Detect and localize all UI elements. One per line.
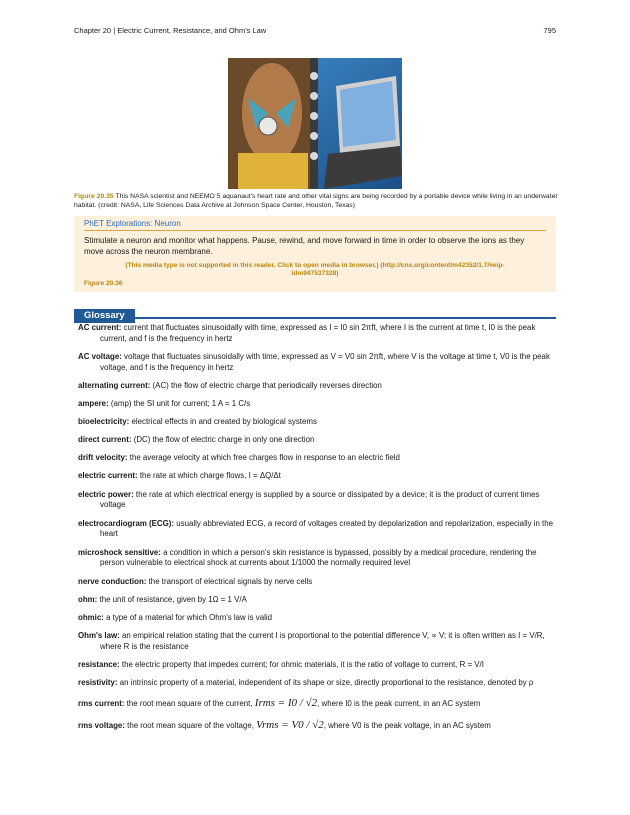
glossary-term: ampere: (78, 399, 109, 409)
glossary-definition: the root mean square of the voltage, (127, 721, 254, 731)
glossary-definition: an intrinsic property of a material, independent of its shape or size, directly proportional to the resistance, denoted by ρ (119, 677, 534, 687)
glossary-definition: electrical effects in and created by biological systems (131, 417, 317, 427)
glossary-definition: the rate at which electrical energy is supplied by a source or dissipated by a device; it is the product of current times voltage (100, 489, 540, 510)
rms-current-formula: Irms = I0 / √2 (254, 697, 318, 710)
glossary-term: AC current: (78, 323, 122, 332)
glossary-definition: usually abbreviated ECG, a record of voltages created by depolarization and repolarization, especially in the heart (100, 518, 554, 539)
glossary-term: rms voltage: (78, 721, 125, 731)
glossary-entry (78, 660, 556, 671)
glossary-term: resistivity: (78, 677, 118, 687)
glossary-entry (78, 323, 556, 345)
glossary-definition: a condition in which a person's skin resistance is bypassed, possibly by a medical procedure, rendering the person vulnerable to electrical shock at currents about 1/1000 the normally required level (100, 547, 537, 568)
glossary-term: nerve conduction: (78, 576, 147, 586)
glossary-entry-rms-voltage (78, 718, 556, 733)
glossary-term: electrocardiogram (ECG): (78, 518, 175, 528)
glossary-entry (78, 678, 556, 689)
glossary-entry (78, 399, 556, 410)
phet-box (74, 216, 556, 292)
glossary-definition: a type of a material for which Ohm's law is valid (106, 612, 273, 622)
glossary-entry (78, 548, 556, 570)
glossary-definition: the electric property that impedes current; for ohmic materials, it is the ratio of voltage to current, R = V/I (121, 659, 484, 669)
glossary-heading-bar (74, 305, 556, 319)
figure-photo (228, 58, 402, 189)
figure-caption (74, 192, 558, 210)
glossary-definition: (amp) the SI unit for current; 1 A = 1 C/s (110, 399, 251, 409)
glossary-term: bioelectricity: (78, 417, 130, 427)
glossary-entry (78, 417, 556, 428)
glossary-entry (78, 490, 556, 512)
glossary-definition: current that fluctuates sinusoidally with time, expressed as I = I0 sin 2πft, where I is the current at time t, I0 is the peak current, and f is the frequency in hertz (100, 323, 536, 343)
glossary-entry (78, 519, 556, 541)
page-header (74, 26, 556, 35)
glossary-term: alternating current: (78, 381, 151, 390)
glossary-term: ohmic: (78, 612, 104, 622)
glossary-definition: the average velocity at which free charges flow in response to an electric field (129, 453, 400, 463)
glossary-term: direct current: (78, 435, 132, 445)
glossary-definition: the rate at which charge flows, I = ΔQ/Δt (139, 471, 281, 481)
glossary-entry (78, 453, 556, 464)
glossary-entry (78, 631, 556, 653)
glossary-definition-tail: , where I0 is the peak current, in an AC system (317, 699, 481, 709)
glossary-definition: (AC) the flow of electric charge that periodically reverses direction (152, 381, 382, 390)
glossary-definition: the unit of resistance, given by 1Ω = 1 V/A (99, 594, 247, 604)
chapter-title: Chapter 20 | Electric Current, Resistance, and Ohm's Law (74, 26, 267, 35)
rms-voltage-formula: Vrms = V0 / √2 (256, 719, 324, 732)
phet-body: Stimulate a neuron and monitor what happens. Pause, rewind, and move forward in time in order to observe the ions as they move across the neuron membrane. (84, 236, 525, 256)
glossary-definition: (DC) the flow of electric charge in only one direction (133, 435, 315, 445)
glossary-entry (78, 471, 556, 482)
phet-figure-label: Figure 20.36 (84, 280, 123, 288)
glossary-term: drift velocity: (78, 453, 128, 463)
glossary-definition: the root mean square of the current, (126, 699, 253, 709)
glossary-definition: an empirical relation stating that the current I is proportional to the potential difference V, ∝ V; it is often written as I = V/R, where R is the resistance (100, 630, 545, 651)
glossary-term: AC voltage: (78, 352, 122, 361)
glossary-entry (78, 381, 556, 392)
glossary-list (78, 323, 556, 741)
phet-title: PhET Explorations: Neuron (84, 219, 546, 231)
glossary-entry-rms-current (78, 696, 556, 711)
glossary-entry (78, 352, 556, 374)
glossary-definition: the transport of electrical signals by nerve cells (148, 576, 313, 586)
glossary-definition: voltage that fluctuates sinusoidally with time, expressed as V = V0 sin 2πft, where V is the voltage at time t, V0 is the peak voltage, and f is the frequency in hertz (100, 352, 550, 372)
glossary-entry (78, 595, 556, 606)
glossary-heading: Glossary (74, 309, 135, 323)
glossary-term: electric current: (78, 471, 138, 481)
glossary-term: ohm: (78, 594, 98, 604)
glossary-term: electric power: (78, 489, 134, 499)
page-number: 795 (543, 26, 556, 35)
glossary-term: microshock sensitive: (78, 547, 161, 557)
glossary-entry (78, 435, 556, 446)
figure-caption-text: This NASA scientist and NEEMO 5 aquanaut's heart rate and other vital signs are being recorded by a portable device while living in an underwater habitat. (credit: NASA, Life Sciences Data Archive at Johnson Space Center, Houston, Texas) (74, 193, 558, 210)
glossary-term: Ohm's law: (78, 630, 120, 640)
figure-label: Figure 20.35 (74, 193, 114, 200)
glossary-entry (78, 613, 556, 624)
glossary-term: resistance: (78, 659, 120, 669)
glossary-definition-tail: , where V0 is the peak voltage, in an AC system (323, 721, 491, 731)
glossary-term: rms current: (78, 699, 125, 709)
glossary-entry (78, 577, 556, 588)
media-link[interactable]: (This media type is not supported in this reader. Click to open media in browser.) (http://cnx.org/content/m42352/1.7/#eip-idm947537328) (125, 261, 505, 278)
